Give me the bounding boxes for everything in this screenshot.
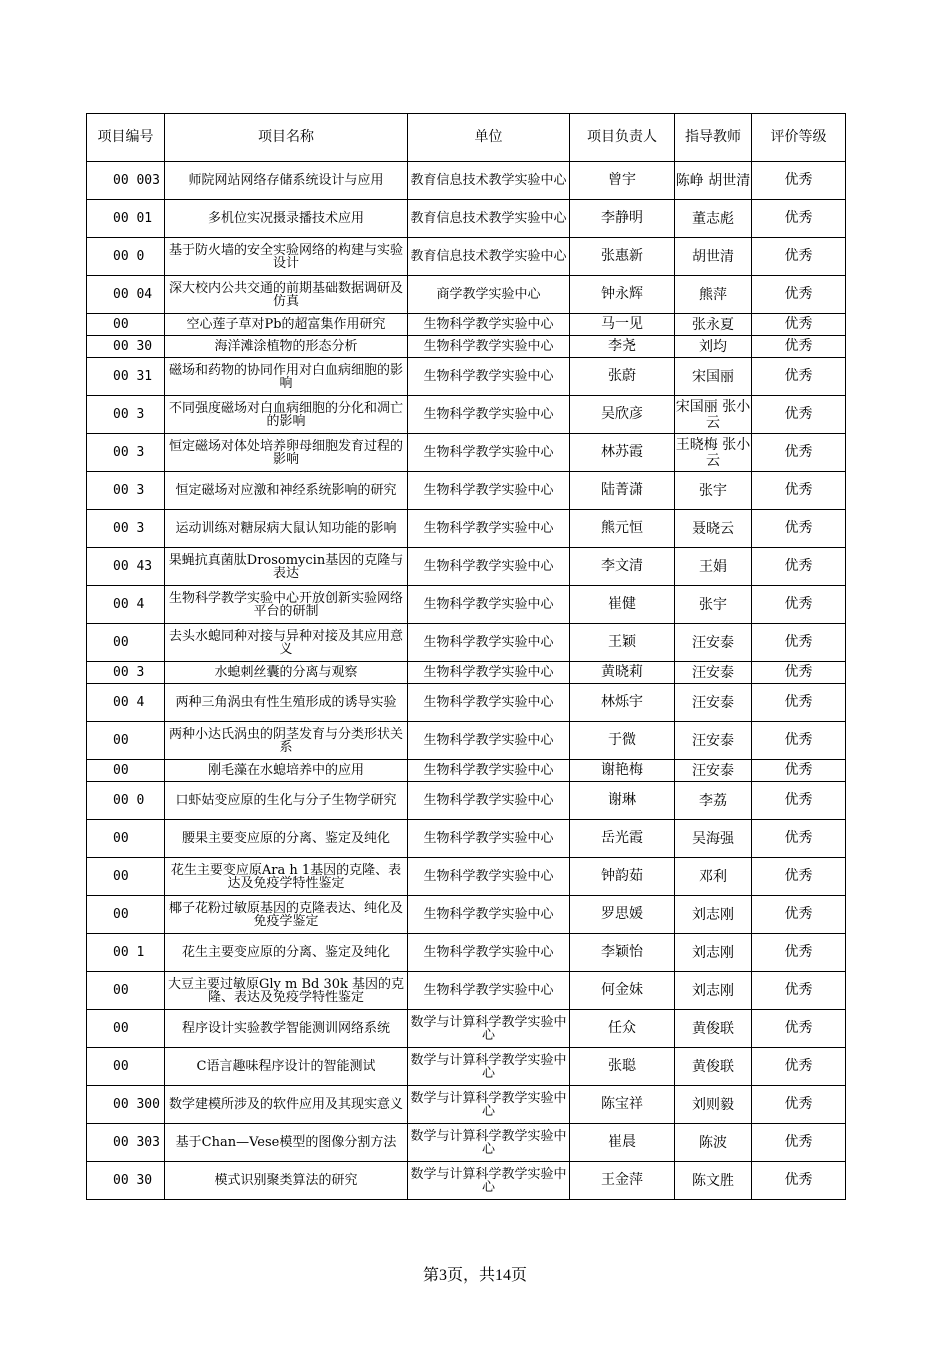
grade-cell: 优秀 [752,510,846,548]
table-row [87,1086,846,1124]
project-number-cell: 00 01 [87,200,165,238]
unit-cell: 生物科学教学实验中心 [408,722,570,760]
project-number-cell: 00 [87,1010,165,1048]
leader-cell: 林苏霞 [570,434,675,472]
project-name-cell: 师院网站网络存储系统设计与应用 [165,162,408,200]
project-name-cell: 大豆主要过敏原Gly m Bd 30k 基因的克隆、表达及免疫学特性鉴定 [165,972,408,1010]
table-row [87,760,846,782]
project-number-cell: 00 300 [87,1086,165,1124]
grade-cell: 优秀 [752,162,846,200]
table-row [87,684,846,722]
project-name-cell: 多机位实况摄录播技术应用 [165,200,408,238]
leader-cell: 吴欣彦 [570,396,675,434]
project-number-cell: 00 04 [87,276,165,314]
grade-cell: 优秀 [752,1162,846,1200]
grade-cell: 优秀 [752,1010,846,1048]
project-name-cell: 口虾姑变应原的生化与分子生物学研究 [165,782,408,820]
project-number-cell: 00 3 [87,472,165,510]
teacher-cell: 熊萍 [675,276,752,314]
teacher-cell: 陈文胜 [675,1162,752,1200]
table-row [87,238,846,276]
grade-cell: 优秀 [752,336,846,358]
unit-cell: 生物科学教学实验中心 [408,336,570,358]
project-name-cell: 程序设计实验教学智能测训网络系统 [165,1010,408,1048]
unit-cell: 生物科学教学实验中心 [408,896,570,934]
grade-cell: 优秀 [752,934,846,972]
unit-cell: 教育信息技术教学实验中心 [408,238,570,276]
unit-cell: 生物科学教学实验中心 [408,434,570,472]
unit-cell: 数学与计算科学教学实验中心 [408,1162,570,1200]
table-row [87,314,846,336]
table-row [87,662,846,684]
teacher-cell: 黄俊联 [675,1010,752,1048]
table-row [87,972,846,1010]
project-number-cell: 00 0 [87,782,165,820]
table-row [87,820,846,858]
teacher-cell: 汪安泰 [675,624,752,662]
grade-cell: 优秀 [752,396,846,434]
unit-cell: 生物科学教学实验中心 [408,858,570,896]
project-name-cell: 果蝇抗真菌肽Drosomycin基因的克隆与表达 [165,548,408,586]
leader-cell: 陆菁潇 [570,472,675,510]
teacher-cell: 宋国丽 张小云 [675,396,752,434]
grade-cell: 优秀 [752,820,846,858]
project-name-cell: 椰子花粉过敏原基因的克隆表达、纯化及免疫学鉴定 [165,896,408,934]
project-number-cell: 00 [87,314,165,336]
unit-cell: 生物科学教学实验中心 [408,472,570,510]
grade-cell: 优秀 [752,1048,846,1086]
project-name-cell: C语言趣味程序设计的智能测试 [165,1048,408,1086]
unit-cell: 生物科学教学实验中心 [408,782,570,820]
grade-cell: 优秀 [752,972,846,1010]
table-row [87,1048,846,1086]
project-name-cell: 空心莲子草对Pb的超富集作用研究 [165,314,408,336]
leader-cell: 王金萍 [570,1162,675,1200]
header-cell: 项目名称 [165,114,408,162]
table-row [87,1010,846,1048]
unit-cell: 数学与计算科学教学实验中心 [408,1124,570,1162]
leader-cell: 谢艳梅 [570,760,675,782]
unit-cell: 数学与计算科学教学实验中心 [408,1048,570,1086]
grade-cell: 优秀 [752,548,846,586]
teacher-cell: 陈波 [675,1124,752,1162]
teacher-cell: 刘志刚 [675,972,752,1010]
grade-cell: 优秀 [752,896,846,934]
teacher-cell: 汪安泰 [675,760,752,782]
project-number-cell: 00 [87,896,165,934]
project-name-cell: 花生主要变应原的分离、鉴定及纯化 [165,934,408,972]
project-name-cell: 基于防火墙的安全实验网络的构建与实验设计 [165,238,408,276]
teacher-cell: 张永夏 [675,314,752,336]
project-name-cell: 去头水螅同种对接与异种对接及其应用意义 [165,624,408,662]
leader-cell: 于微 [570,722,675,760]
grade-cell: 优秀 [752,276,846,314]
project-number-cell: 00 4 [87,684,165,722]
project-number-cell: 00 [87,760,165,782]
project-number-cell: 00 31 [87,358,165,396]
grade-cell: 优秀 [752,472,846,510]
project-table [86,113,846,1200]
page-number: 第3页，共14页 [422,1267,527,1284]
teacher-cell: 刘均 [675,336,752,358]
unit-cell: 生物科学教学实验中心 [408,314,570,336]
unit-cell: 生物科学教学实验中心 [408,396,570,434]
table-row [87,162,846,200]
project-name-cell: 基于Chan—Vese模型的图像分割方法 [165,1124,408,1162]
project-number-cell: 00 1 [87,934,165,972]
grade-cell: 优秀 [752,782,846,820]
table-row [87,472,846,510]
project-name-cell: 深大校内公共交通的前期基础数据调研及仿真 [165,276,408,314]
leader-cell: 林烁宇 [570,684,675,722]
teacher-cell: 黄俊联 [675,1048,752,1086]
header-cell: 评价等级 [752,114,846,162]
unit-cell: 生物科学教学实验中心 [408,510,570,548]
teacher-cell: 陈峥 胡世清 [675,162,752,200]
grade-cell: 优秀 [752,858,846,896]
table-header-row [87,114,846,162]
unit-cell: 生物科学教学实验中心 [408,760,570,782]
project-name-cell: 恒定磁场对体处培养卵母细胞发育过程的影响 [165,434,408,472]
grade-cell: 优秀 [752,586,846,624]
grade-cell: 优秀 [752,314,846,336]
teacher-cell: 胡世清 [675,238,752,276]
leader-cell: 张聪 [570,1048,675,1086]
grade-cell: 优秀 [752,684,846,722]
table-row [87,358,846,396]
project-name-cell: 腰果主要变应原的分离、鉴定及纯化 [165,820,408,858]
teacher-cell: 董志彪 [675,200,752,238]
project-name-cell: 生物科学教学实验中心开放创新实验网络平台的研制 [165,586,408,624]
table-row [87,276,846,314]
unit-cell: 教育信息技术教学实验中心 [408,162,570,200]
project-number-cell: 00 3 [87,510,165,548]
grade-cell: 优秀 [752,760,846,782]
project-number-cell: 00 0 [87,238,165,276]
unit-cell: 生物科学教学实验中心 [408,586,570,624]
project-number-cell: 00 [87,624,165,662]
header-cell: 项目编号 [87,114,165,162]
leader-cell: 何金妹 [570,972,675,1010]
project-number-cell: 00 3 [87,396,165,434]
header-cell: 项目负责人 [570,114,675,162]
leader-cell: 李尧 [570,336,675,358]
grade-cell: 优秀 [752,1124,846,1162]
table-row [87,586,846,624]
project-name-cell: 花生主要变应原Ara h 1基因的克隆、表达及免疫学特性鉴定 [165,858,408,896]
project-number-cell: 00 30 [87,336,165,358]
leader-cell: 李静明 [570,200,675,238]
project-name-cell: 两种三角涡虫有性生殖形成的诱导实验 [165,684,408,722]
unit-cell: 生物科学教学实验中心 [408,934,570,972]
grade-cell: 优秀 [752,358,846,396]
project-name-cell: 两种小达氏涡虫的阴茎发育与分类形状关系 [165,722,408,760]
leader-cell: 张蔚 [570,358,675,396]
table-row [87,336,846,358]
project-number-cell: 00 43 [87,548,165,586]
leader-cell: 李文清 [570,548,675,586]
teacher-cell: 宋国丽 [675,358,752,396]
project-number-cell: 00 [87,820,165,858]
unit-cell: 生物科学教学实验中心 [408,820,570,858]
teacher-cell: 吴海强 [675,820,752,858]
teacher-cell: 李荔 [675,782,752,820]
table-row [87,510,846,548]
leader-cell: 李颖怡 [570,934,675,972]
grade-cell: 优秀 [752,1086,846,1124]
table-row [87,548,846,586]
grade-cell: 优秀 [752,200,846,238]
project-number-cell: 00 3 [87,434,165,472]
leader-cell: 黄晓莉 [570,662,675,684]
project-number-cell: 00 30 [87,1162,165,1200]
unit-cell: 教育信息技术教学实验中心 [408,200,570,238]
table-row [87,1162,846,1200]
table-row [87,434,846,472]
unit-cell: 生物科学教学实验中心 [408,662,570,684]
leader-cell: 岳光霞 [570,820,675,858]
project-name-cell: 运动训练对糖尿病大鼠认知功能的影响 [165,510,408,548]
leader-cell: 王颖 [570,624,675,662]
unit-cell: 数学与计算科学教学实验中心 [408,1086,570,1124]
leader-cell: 钟永辉 [570,276,675,314]
project-name-cell: 刚毛藻在水螅培养中的应用 [165,760,408,782]
unit-cell: 生物科学教学实验中心 [408,684,570,722]
teacher-cell: 刘志刚 [675,934,752,972]
project-name-cell: 海洋滩涂植物的形态分析 [165,336,408,358]
leader-cell: 谢琳 [570,782,675,820]
table-row [87,896,846,934]
leader-cell: 张惠新 [570,238,675,276]
teacher-cell: 聂晓云 [675,510,752,548]
grade-cell: 优秀 [752,662,846,684]
unit-cell: 生物科学教学实验中心 [408,972,570,1010]
project-number-cell: 00 [87,858,165,896]
table-row [87,200,846,238]
table-row [87,782,846,820]
teacher-cell: 王娟 [675,548,752,586]
leader-cell: 钟韵茹 [570,858,675,896]
project-number-cell: 00 303 [87,1124,165,1162]
table-row [87,1124,846,1162]
project-number-cell: 00 003 [87,162,165,200]
leader-cell: 崔晨 [570,1124,675,1162]
grade-cell: 优秀 [752,238,846,276]
grade-cell: 优秀 [752,722,846,760]
table-row [87,934,846,972]
table-row [87,624,846,662]
leader-cell: 陈宝祥 [570,1086,675,1124]
leader-cell: 马一见 [570,314,675,336]
leader-cell: 崔健 [570,586,675,624]
unit-cell: 数学与计算科学教学实验中心 [408,1010,570,1048]
project-number-cell: 00 3 [87,662,165,684]
project-number-cell: 00 4 [87,586,165,624]
project-name-cell: 模式识别聚类算法的研究 [165,1162,408,1200]
teacher-cell: 王晓梅 张小云 [675,434,752,472]
teacher-cell: 汪安泰 [675,662,752,684]
table-body [87,162,846,1200]
teacher-cell: 刘则毅 [675,1086,752,1124]
leader-cell: 熊元恒 [570,510,675,548]
teacher-cell: 张宇 [675,586,752,624]
project-number-cell: 00 [87,972,165,1010]
teacher-cell: 汪安泰 [675,684,752,722]
unit-cell: 商学教学实验中心 [408,276,570,314]
table-row [87,396,846,434]
unit-cell: 生物科学教学实验中心 [408,624,570,662]
project-name-cell: 不同强度磁场对白血病细胞的分化和凋亡的影响 [165,396,408,434]
project-number-cell: 00 [87,722,165,760]
unit-cell: 生物科学教学实验中心 [408,548,570,586]
table-row [87,858,846,896]
header-cell: 指导教师 [675,114,752,162]
project-name-cell: 恒定磁场对应激和神经系统影响的研究 [165,472,408,510]
teacher-cell: 邓利 [675,858,752,896]
leader-cell: 罗思媛 [570,896,675,934]
header-cell: 单位 [408,114,570,162]
table-row [87,722,846,760]
teacher-cell: 张宇 [675,472,752,510]
project-name-cell: 水螅刺丝囊的分离与观察 [165,662,408,684]
grade-cell: 优秀 [752,434,846,472]
grade-cell: 优秀 [752,624,846,662]
teacher-cell: 刘志刚 [675,896,752,934]
leader-cell: 曾宇 [570,162,675,200]
project-number-cell: 00 [87,1048,165,1086]
unit-cell: 生物科学教学实验中心 [408,358,570,396]
project-name-cell: 磁场和药物的协同作用对白血病细胞的影响 [165,358,408,396]
leader-cell: 任众 [570,1010,675,1048]
teacher-cell: 汪安泰 [675,722,752,760]
project-name-cell: 数学建模所涉及的软件应用及其现实意义 [165,1086,408,1124]
